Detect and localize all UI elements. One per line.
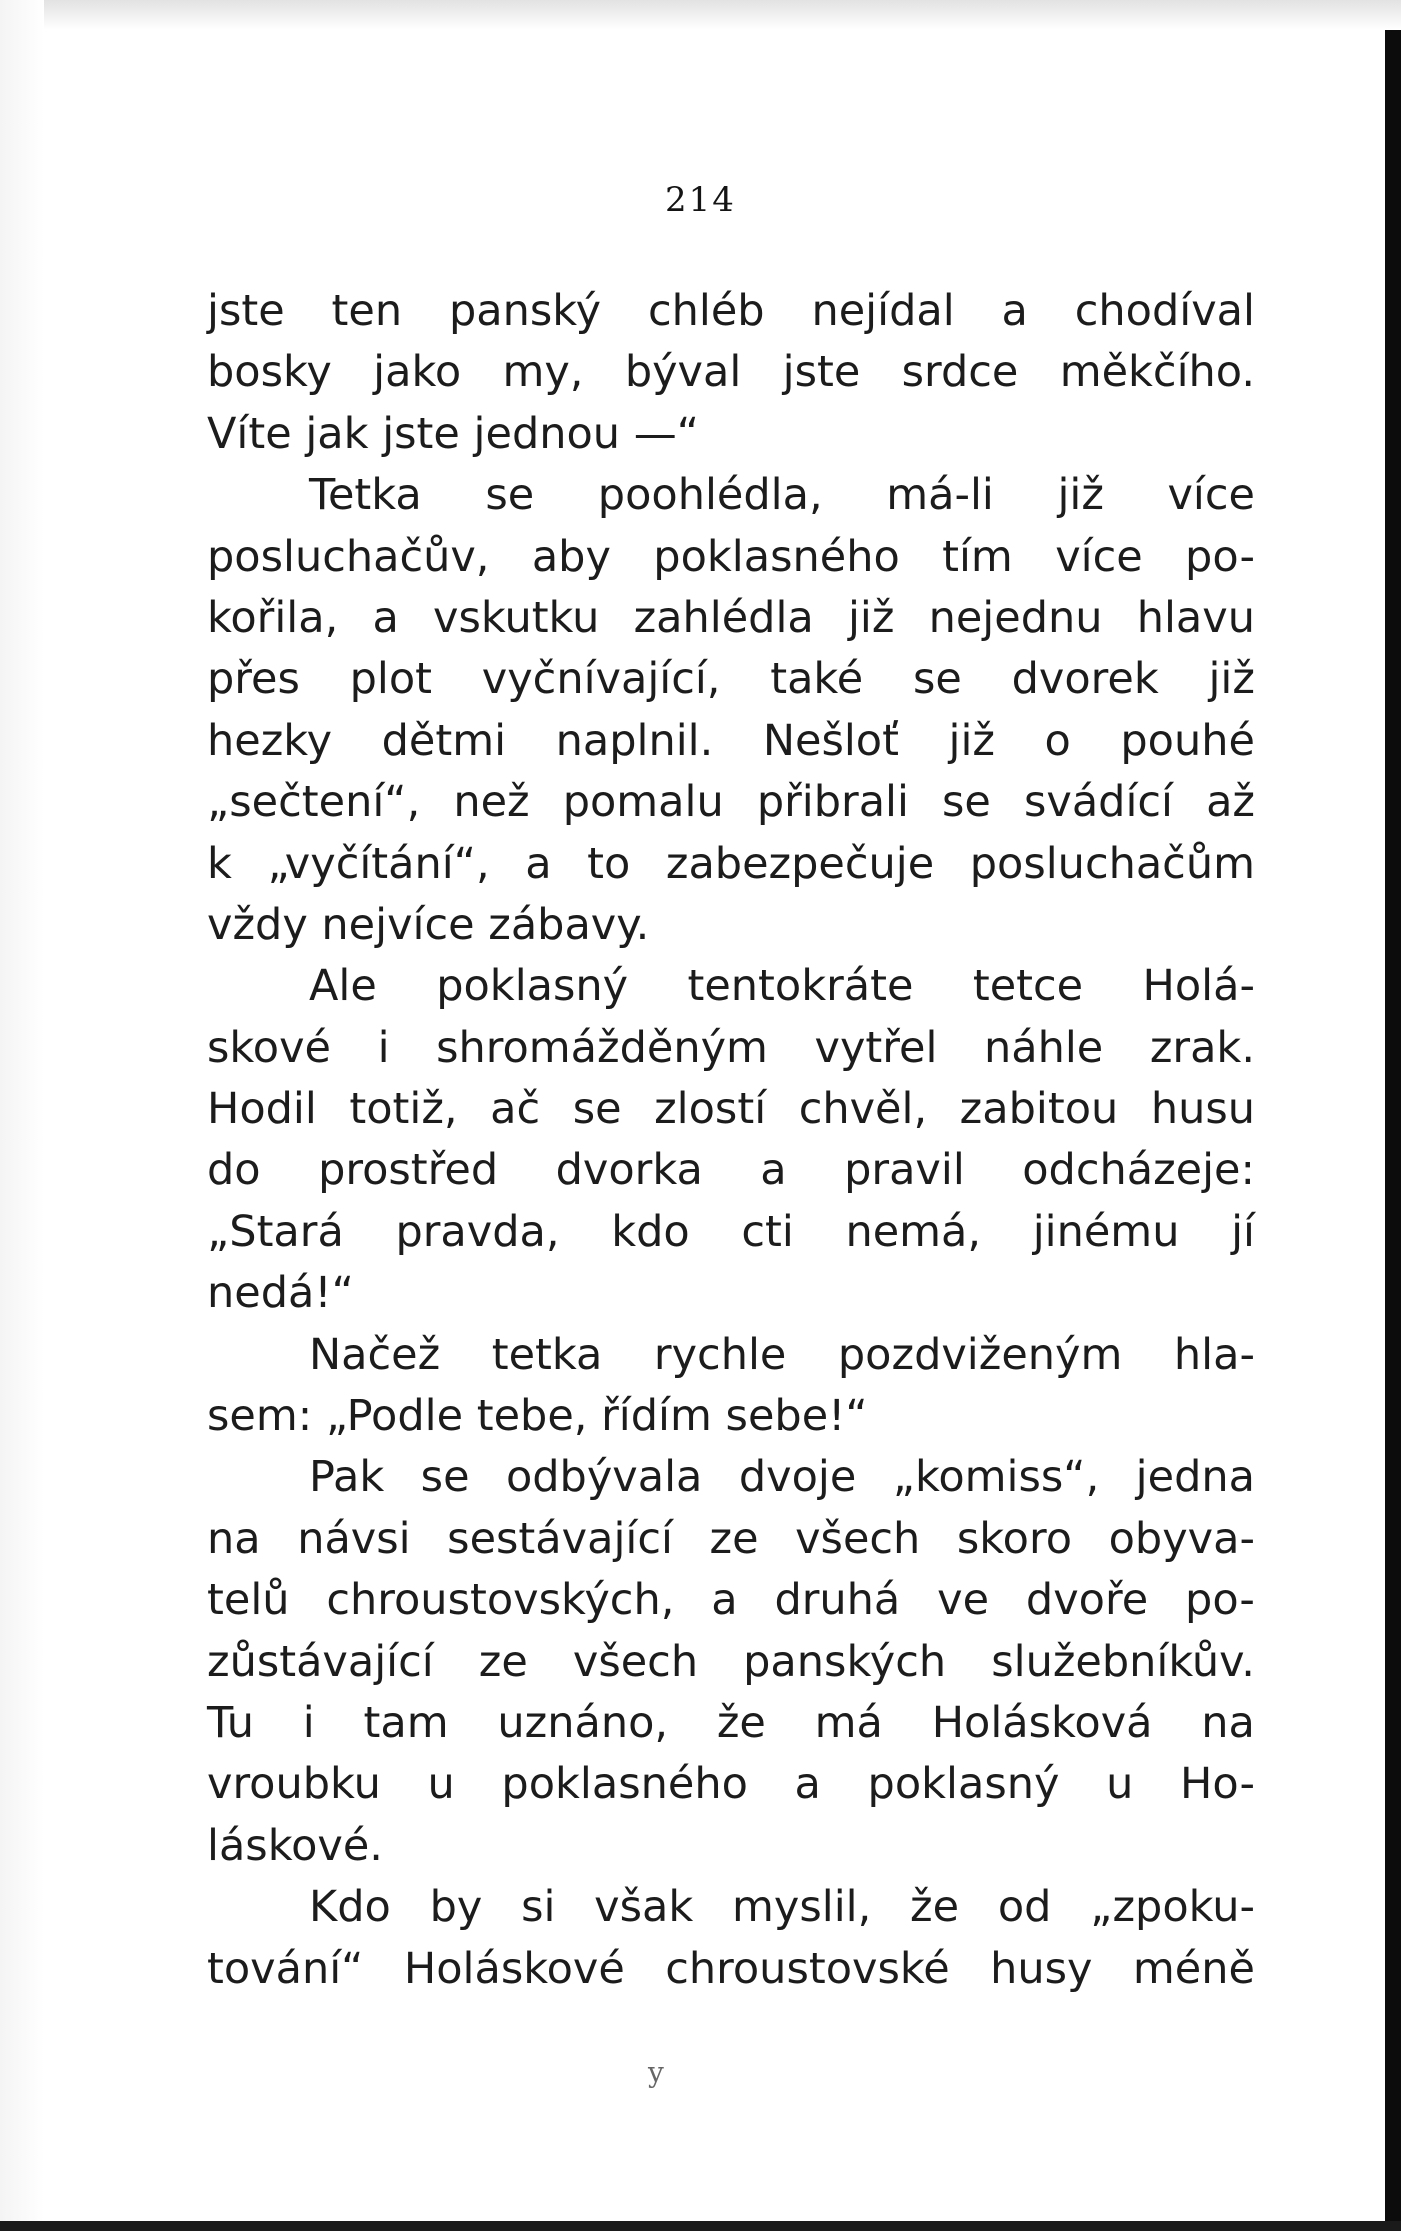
word: kdo	[611, 1206, 690, 1257]
word: býval	[624, 347, 742, 398]
word: poohlédla,	[597, 470, 823, 521]
word: si	[521, 1882, 556, 1933]
word: Holáskové	[403, 1943, 625, 1994]
text-line	[207, 465, 1255, 526]
word: u	[427, 1759, 455, 1810]
word: svádící	[1023, 777, 1173, 828]
word: kořila,	[207, 592, 339, 643]
word: srdce	[901, 347, 1019, 398]
word: se	[420, 1452, 470, 1503]
text-line: nedá!“	[207, 1268, 354, 1319]
text-line: láskové.	[207, 1820, 383, 1871]
word: shromážděným	[436, 1022, 768, 1073]
word: na	[1201, 1697, 1255, 1748]
word: u	[1106, 1759, 1134, 1810]
word: dvoře	[1025, 1575, 1149, 1626]
word: více	[1167, 470, 1255, 521]
text-line	[207, 711, 1255, 772]
word: myslil,	[732, 1882, 872, 1933]
word: chléb	[648, 286, 765, 336]
word: dvorek	[1011, 654, 1159, 705]
word: zlostí	[654, 1084, 767, 1135]
word: „komiss“,	[892, 1452, 1100, 1503]
word: hezky	[207, 715, 333, 766]
word: přibrali	[756, 777, 909, 828]
word: chvěl,	[798, 1084, 928, 1135]
word: „Stará	[207, 1206, 344, 1257]
word: poklasný	[867, 1759, 1060, 1810]
text-line	[207, 1693, 1255, 1754]
text-line	[207, 834, 1255, 895]
word: vyčnívající,	[481, 654, 721, 705]
word: a	[794, 1759, 821, 1810]
word: dětmi	[381, 715, 507, 766]
word: se	[485, 470, 535, 521]
word: k	[207, 838, 232, 889]
word: do	[207, 1145, 261, 1196]
text-line	[207, 1939, 1255, 2000]
word: chroustovské	[665, 1943, 950, 1994]
word: Kdo	[309, 1882, 391, 1933]
word: poklasného	[653, 531, 900, 582]
word: husy	[990, 1943, 1093, 1994]
word: skoro	[956, 1513, 1073, 1564]
word: pravil	[844, 1145, 965, 1196]
word: služebníkův.	[991, 1636, 1255, 1687]
word: také	[770, 654, 864, 705]
word: panských	[743, 1636, 947, 1687]
word: bosky	[207, 347, 332, 398]
word: ten	[331, 286, 403, 336]
word: sestávající	[447, 1513, 673, 1564]
word: ve	[937, 1575, 990, 1626]
text-line: sem: „Podle tebe, řídím sebe!“	[207, 1391, 868, 1442]
word: jinému	[1032, 1206, 1180, 1257]
word: Tu	[207, 1697, 254, 1748]
word: dvoje	[738, 1452, 857, 1503]
word: Pak	[309, 1452, 385, 1503]
word: „sečtení“,	[207, 777, 421, 828]
word: ze	[709, 1513, 759, 1564]
word: chroustovských,	[326, 1575, 675, 1626]
word: by	[429, 1882, 483, 1933]
text-line	[207, 1018, 1255, 1079]
word: přes	[207, 654, 300, 705]
word: všech	[572, 1636, 699, 1687]
word: my,	[502, 347, 584, 398]
word: Ale	[309, 961, 377, 1012]
word: měkčího.	[1059, 347, 1255, 398]
word: husu	[1150, 1084, 1255, 1135]
word: cti	[741, 1206, 794, 1257]
word: všech	[795, 1513, 921, 1564]
text-line: vždy nejvíce zábavy.	[207, 899, 650, 950]
word: posluchačům	[969, 838, 1255, 889]
word: se	[572, 1084, 622, 1135]
word: zabitou	[959, 1084, 1119, 1135]
word: a	[711, 1575, 738, 1626]
word: pravda,	[395, 1206, 560, 1257]
word: tentokráte	[687, 961, 914, 1012]
text-line	[207, 1079, 1255, 1140]
word: jste	[782, 347, 861, 398]
text-line	[207, 342, 1255, 403]
word: zabezpečuje	[665, 838, 935, 889]
text-line	[207, 1877, 1255, 1938]
word: náhle	[983, 1022, 1104, 1073]
word: telů	[207, 1575, 290, 1626]
word: nemá,	[845, 1206, 982, 1257]
word: tam	[363, 1697, 449, 1748]
word: ze	[478, 1636, 528, 1687]
word: odcházeje:	[1022, 1145, 1255, 1196]
word: vskutku	[433, 592, 600, 643]
text-line	[207, 1509, 1255, 1570]
text-line	[207, 1447, 1255, 1508]
word: panský	[449, 286, 602, 336]
word: plot	[349, 654, 433, 705]
word: až	[1206, 777, 1255, 828]
word: jako	[373, 347, 462, 398]
word: již	[1208, 654, 1255, 705]
word: tím	[942, 531, 1013, 582]
word: vroubku	[207, 1759, 381, 1810]
word: po-	[1185, 531, 1255, 582]
word: méně	[1132, 1943, 1255, 1994]
word: má	[814, 1697, 883, 1748]
word: totiž,	[349, 1084, 458, 1135]
word: jste	[207, 286, 285, 336]
word: že	[716, 1697, 766, 1748]
word: i	[302, 1697, 315, 1748]
word: že	[910, 1882, 960, 1933]
word: to	[587, 838, 631, 889]
text-line	[207, 527, 1255, 588]
word: a	[1001, 286, 1028, 336]
text-line: Víte jak jste jednou —“	[207, 408, 700, 459]
word: rychle	[653, 1329, 787, 1380]
word: i	[377, 1022, 390, 1073]
text-line	[207, 1754, 1255, 1815]
text-line	[207, 588, 1255, 649]
word: chodíval	[1074, 286, 1255, 336]
text-line	[207, 1570, 1255, 1631]
text-line	[207, 1632, 1255, 1693]
word: pouhé	[1120, 715, 1255, 766]
word: a	[372, 592, 399, 643]
scan-edge-bottom	[0, 2221, 1401, 2231]
word: pomalu	[562, 777, 724, 828]
word: naplnil.	[555, 715, 714, 766]
word: vytřel	[814, 1022, 938, 1073]
word: již	[1057, 470, 1104, 521]
word: Holá-	[1142, 961, 1255, 1012]
word: Načež	[309, 1329, 441, 1380]
word: má-li	[886, 470, 994, 521]
word: dvorka	[555, 1145, 703, 1196]
word: hla-	[1173, 1329, 1255, 1380]
word: tetce	[972, 961, 1084, 1012]
footer-mark: y	[648, 2056, 664, 2089]
word: již	[847, 592, 895, 643]
word: o	[1044, 715, 1071, 766]
word: zůstávající	[207, 1636, 434, 1687]
word: než	[453, 777, 530, 828]
text-line	[207, 281, 1255, 342]
word: „zpoku-	[1090, 1882, 1255, 1933]
word: návsi	[297, 1513, 411, 1564]
word: Tetka	[309, 470, 422, 521]
word: tování“	[207, 1943, 364, 1994]
word: hlavu	[1136, 592, 1255, 643]
scan-edge-right	[1385, 30, 1401, 2231]
word: jedna	[1135, 1452, 1255, 1503]
word: nejídal	[811, 286, 955, 336]
word: zrak.	[1149, 1022, 1255, 1073]
word: však	[594, 1882, 694, 1933]
word: se	[912, 654, 962, 705]
word: Nešloť	[762, 715, 899, 766]
word: odbývala	[505, 1452, 703, 1503]
word: se	[942, 777, 991, 828]
text-line	[207, 956, 1255, 1017]
body-text	[207, 281, 1255, 2000]
word: od	[997, 1882, 1052, 1933]
word: nejednu	[928, 592, 1103, 643]
word: skové	[207, 1022, 331, 1073]
word: Ho-	[1180, 1759, 1255, 1810]
word: na	[207, 1513, 261, 1564]
page-number: 214	[665, 180, 736, 220]
text-line	[207, 772, 1255, 833]
word: poklasného	[501, 1759, 748, 1810]
text-line	[207, 649, 1255, 710]
text-line	[207, 1325, 1255, 1386]
text-line	[207, 1202, 1255, 1263]
word: zahlédla	[633, 592, 814, 643]
word: prostřed	[318, 1145, 499, 1196]
word: tetka	[491, 1329, 603, 1380]
word: po-	[1185, 1575, 1255, 1626]
word: více	[1055, 531, 1143, 582]
word: ač	[490, 1084, 541, 1135]
word: aby	[531, 531, 611, 582]
word: Holásková	[931, 1697, 1153, 1748]
word: a	[525, 838, 552, 889]
scan-edge-left	[0, 0, 44, 2231]
word: poklasný	[436, 961, 629, 1012]
word: a	[760, 1145, 787, 1196]
word: uznáno,	[497, 1697, 669, 1748]
word: posluchačův,	[207, 531, 490, 582]
word: obyva-	[1108, 1513, 1255, 1564]
word: Hodil	[207, 1084, 317, 1135]
word: jí	[1231, 1206, 1255, 1257]
text-line	[207, 1140, 1255, 1201]
word: „vyčítání“,	[267, 838, 490, 889]
word: druhá	[774, 1575, 901, 1626]
word: pozdviženým	[837, 1329, 1123, 1380]
scan-edge-top	[0, 0, 1401, 30]
word: již	[948, 715, 995, 766]
